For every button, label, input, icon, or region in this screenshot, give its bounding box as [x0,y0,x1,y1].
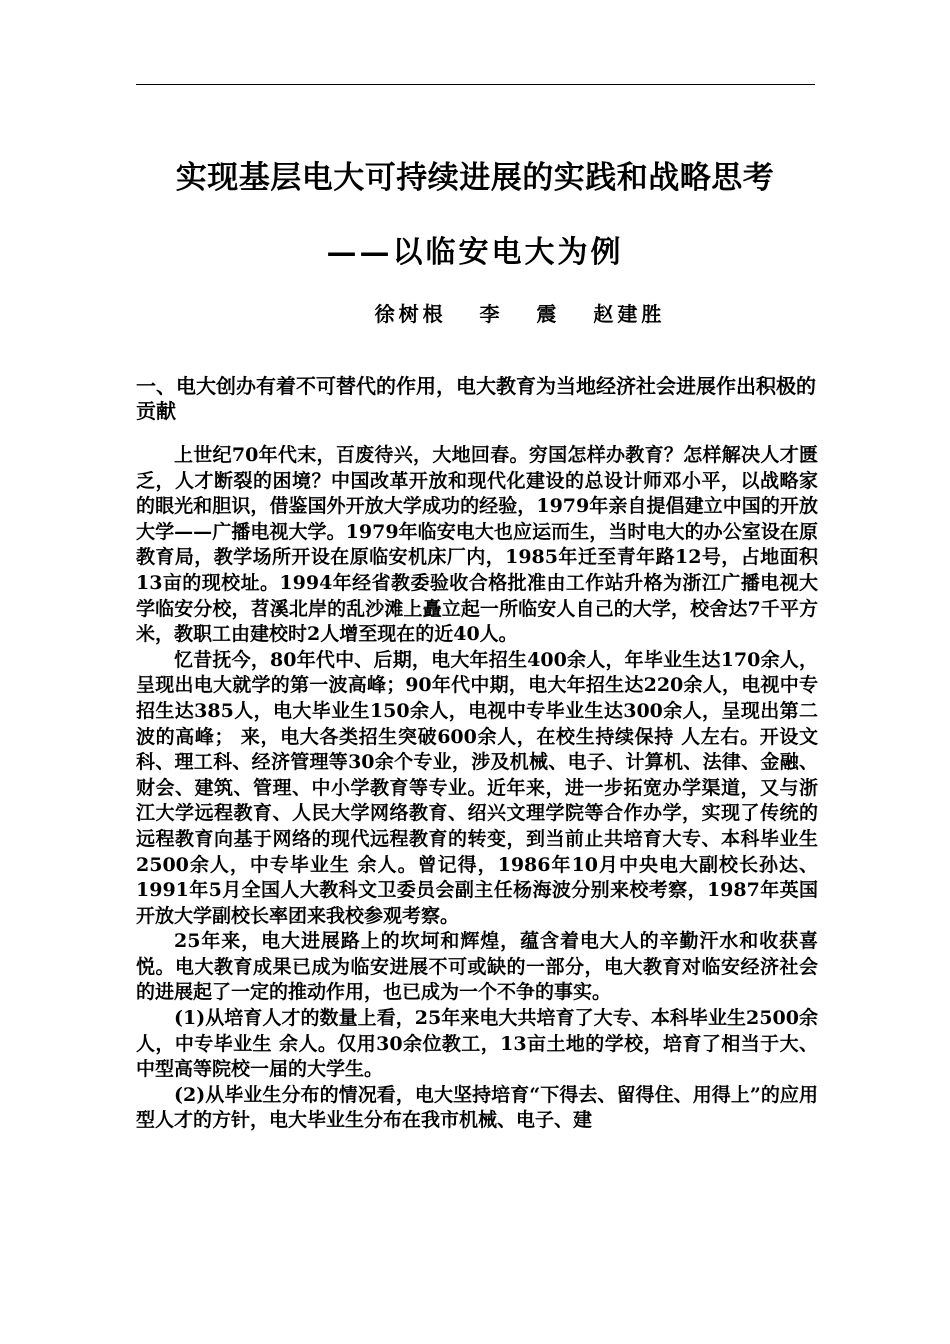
document-body [136,374,818,1134]
body-paragraph: (1)从培育人才的数量上看，25年来电大共培育了大专、本科毕业生2500余人，中专毕业生 余人。仅用30余位教工，13亩土地的学校，培育了相当于大、中型高等院校一届的大学生。 [136,1007,818,1081]
section-heading: 一、电大创办有着不可替代的作用，电大教育为当地经济社会进展作出积极的贡献 [136,374,816,423]
document-subtitle: ——以临安电大为例 [326,235,624,270]
header-rule [136,84,815,85]
body-paragraph: (2)从毕业生分布的情况看，电大坚持培育“下得去、留得住、用得上”的应用型人才的方针，电大毕业生分布在我市机械、电子、建 [136,1083,818,1132]
body-paragraph: 25年来，电大进展路上的坎坷和辉煌，蕴含着电大人的辛勤汗水和收获喜悦。电大教育成果已成为临安进展不可或缺的一部分，电大教育对临安经济社会的进展起了一定的推动作用，也已成为一个不争的事实。 [136,930,818,1004]
document-title: 实现基层电大可持续进展的实践和战略思考 [175,160,775,196]
author-list: 徐树根 李 震 赵建胜 [374,302,666,326]
body-paragraph: 忆昔抚今，80年代中、后期，电大年招生400余人，年毕业生达170余人，呈现出电大就学的第一波高峰；90年代中期，电大年招生达220余人，电视中专招生达385人，电大毕业生150余人，电视中专毕业生达300余人，呈现出第二波的高峰； 来，电大各类招生突破600余人，在校生持续保持 人左右。开设文科、理工科、经济管理等30余个专业，涉及机械、电子、计算机、法律、金融、财会、建筑、管理、中小学教育等专业。近年来，进一步拓宽办学渠道，又与浙江大学远程教育、人民大学网络教育、绍兴文理学院等合作办学，实现了传统的远程教育向基于网络的现代远程教育的转变，到当前止共培育大专、本科毕业生2500余人，中专毕业生 余人。曾记得，1986年10月中央电大副校长孙达、1991年5月全国人大教科文卫委员会副主任杨海波分别来校考察，1987年英国开放大学副校长率团来我校参观考察。 [136,648,818,927]
body-paragraph: 上世纪70年代末，百废待兴，大地回春。穷国怎样办教育？怎样解决人才匮乏，人才断裂的困境？中国改革开放和现代化建设的总设计师邓小平，以战略家的眼光和胆识，借鉴国外开放大学成功的经验，1979年亲自提倡建立中国的开放大学——广播电视大学。1979年临安电大也应运而生，当时电大的办公室设在原教育局，教学场所开设在原临安机床厂内，1985年迁至青年路12号，占地面积13亩的现校址。1994年经省教委验收合格批准由工作站升格为浙江广播电视大学临安分校，苕溪北岸的乱沙滩上矗立起一所临安人自己的大学，校舍达7千平方米，教职工由建校时2人增至现在的近40人。 [136,444,818,646]
